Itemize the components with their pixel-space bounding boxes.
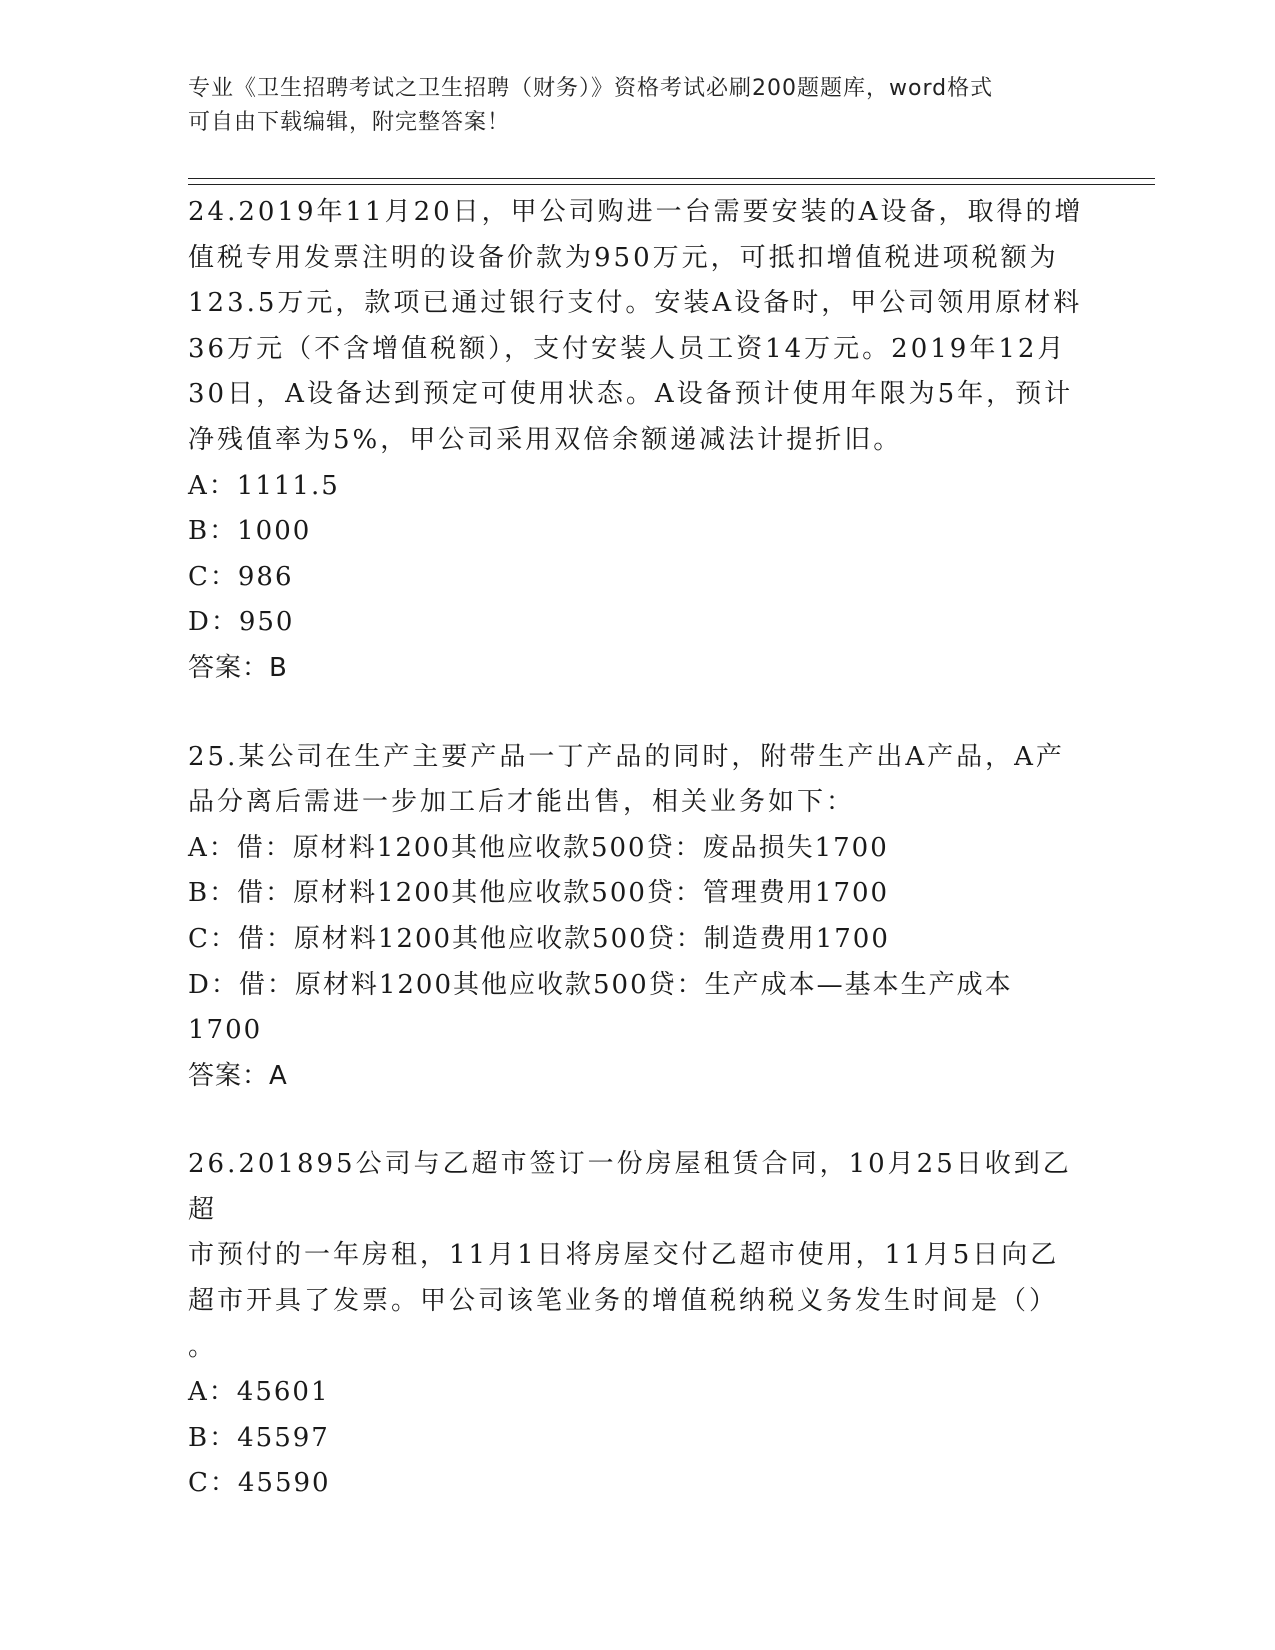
question-stem-line: 净残值率为5%，甲公司采用双倍余额递减法计提折旧。 [188,424,903,455]
question-block [188,1142,1088,1507]
answer-option: D：借：原材料1200其他应收款500贷：生产成本—基本生产成本 [188,969,1013,1000]
document-header [188,72,1068,140]
header-line-2: 可自由下载编辑，附完整答案！ [188,110,511,135]
answer-option: C：45590 [188,1468,331,1499]
question-stem-line: 值税专用发票注明的设备价款为950万元，可抵扣增值税进项税额为 [188,242,1059,273]
question-stem-line: 30日，A设备达到预定可使用状态。A设备预计使用年限为5年，预计 [188,379,1074,410]
header-divider-top [188,178,1155,179]
question-stem-line: 。 [188,1331,218,1362]
answer-option: A：45601 [188,1377,330,1408]
header-divider-bottom [188,184,1155,185]
answer-option: A：借：原材料1200其他应收款500贷：废品损失1700 [188,832,889,863]
question-stem-line: 市预付的一年房租，11月1日将房屋交付乙超市使用，11月5日向乙 [188,1240,1060,1271]
question-stem-line: 26.201895公司与乙超市签订一份房屋租赁合同，10月25日收到乙超 [188,1149,1072,1225]
question-stem-line: 24.2019年11月20日，甲公司购进一台需要安装的A设备，取得的增 [188,197,1084,227]
answer-option: A：1111.5 [188,470,340,501]
answer-option: C：986 [188,561,294,592]
answer-option: 1700 [188,1015,263,1046]
question-block [188,735,1088,1100]
question-stem-line: 品分离后需进一步加工后才能出售，相关业务如下： [188,787,856,818]
answer-key: 答案：A [188,1060,288,1091]
question-stem-line: 123.5万元，款项已通过银行支付。安装A设备时，甲公司领用原材料 [188,288,1083,319]
question-stem-line: 25.某公司在生产主要产品一丁产品的同时，附带生产出A产品，A产 [188,741,1065,772]
answer-key: 答案：B [188,652,288,683]
question-list [188,190,1088,1550]
question-block [188,190,1088,692]
answer-option: B：借：原材料1200其他应收款500贷：管理费用1700 [188,878,890,909]
question-stem-line: 超市开具了发票。甲公司该笔业务的增值税纳税义务发生时间是（） [188,1286,1059,1317]
header-line-1: 专业《卫生招聘考试之卫生招聘（财务）》资格考试必刷200题题库，word格式 [188,76,994,101]
answer-option: D：950 [188,607,295,638]
answer-option: B：45597 [188,1422,330,1453]
question-stem-line: 36万元（不含增值税额），支付安装人员工资14万元。2019年12月 [188,333,1067,364]
answer-option: B：1000 [188,516,312,547]
answer-option: C：借：原材料1200其他应收款500贷：制造费用1700 [188,923,890,954]
